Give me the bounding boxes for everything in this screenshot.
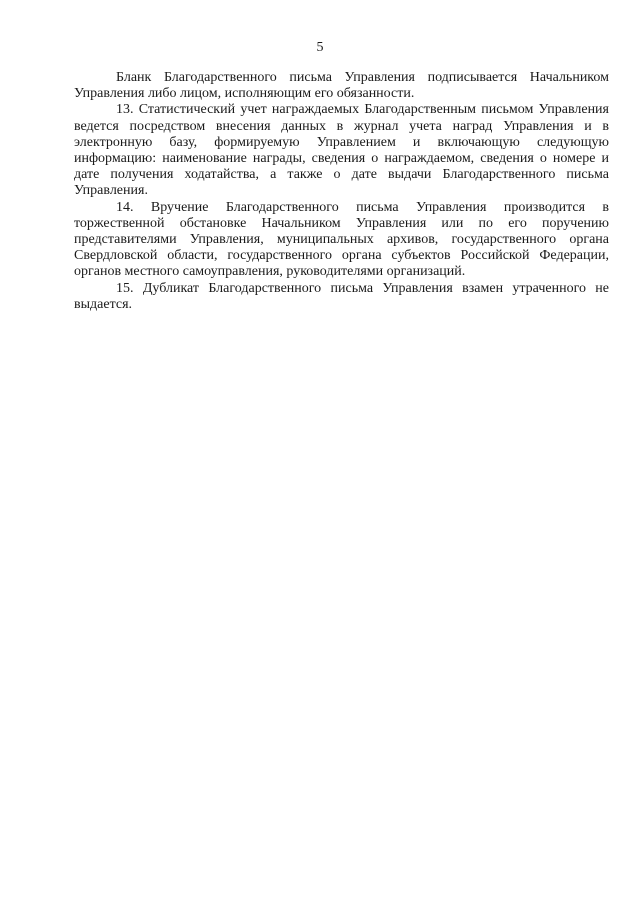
document-body bbox=[74, 70, 609, 313]
page-number: 5 bbox=[316, 40, 324, 55]
paragraph-13-statistical-accounting: 13. Статистический учет награждаемых Благодарственным письмом Управления ведется посредством внесения данных в журнал учета наград Управления и в электронную базу, формируемую Управлением и включающую следующую информацию: наименование награды, сведения о награждаемом, сведения о номере и дате получения ходатайства, а также о дате выдачи Благодарственного письма Управления. bbox=[74, 102, 609, 199]
paragraph-signature: Бланк Благодарственного письма Управления подписывается Начальником Управления либо лицом, исполняющим его обязанности. bbox=[74, 70, 609, 102]
paragraph-14-presentation: 14. Вручение Благодарственного письма Управления производится в торжественной обстановке Начальником Управления или по его поручению представителями Управления, муниципальных архивов, государственного органа Свердловской области, государственного органа субъектов Российской Федерации, органов местного самоуправления, руководителями организаций. bbox=[74, 199, 609, 280]
paragraph-15-duplicate: 15. Дубликат Благодарственного письма Управления взамен утраченного не выдается. bbox=[74, 280, 609, 312]
